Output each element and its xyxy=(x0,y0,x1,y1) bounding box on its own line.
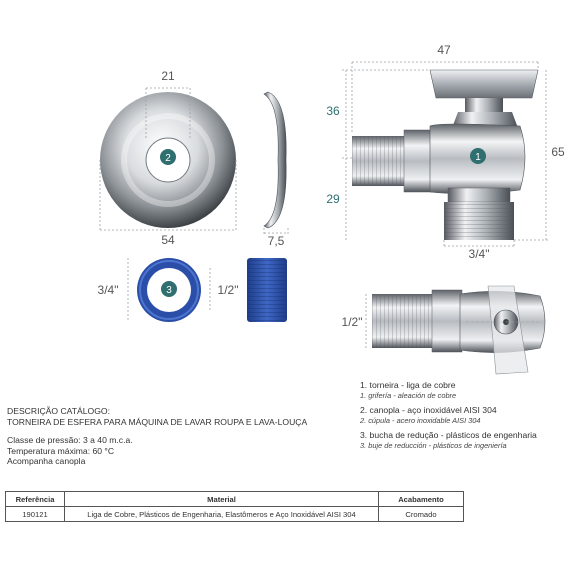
legend-item-1 xyxy=(360,381,560,400)
valve-handle xyxy=(430,70,538,98)
header-finish: Acabamento xyxy=(379,492,464,507)
catalog-description xyxy=(7,406,337,467)
legend-item-2-main: 2. canopla - aço inoxidável AISI 304 xyxy=(360,405,497,416)
dimension-1-2-side-label: 1/2" xyxy=(341,315,363,329)
description-title: DESCRIÇÃO CATÁLOGO: xyxy=(7,406,110,416)
valve-top-view xyxy=(372,286,545,374)
legend-item-3-sub: 3. buje de reducción - plásticos de ingeniería xyxy=(360,440,507,450)
header-reference: Referência xyxy=(6,492,65,507)
legend-item-3-main: 3. bucha de redução - plásticos de engenharia xyxy=(360,430,537,441)
legend-item-3 xyxy=(360,431,560,450)
description-accessory: Acompanha canopla xyxy=(7,456,86,467)
description-subtitle: TORNEIRA DE ESFERA PARA MÁQUINA DE LAVAR ROUPA E LAVA-LOUÇA xyxy=(7,416,308,427)
dimension-47-label: 47 xyxy=(437,43,451,57)
dimension-36-label: 36 xyxy=(326,104,340,118)
parts-legend xyxy=(360,381,560,457)
legend-item-1-sub: 1. grifería - aleación de cobre xyxy=(360,390,457,400)
dimension-7-5-label: 7,5 xyxy=(267,234,285,248)
cell-finish: Cromado xyxy=(379,507,464,522)
description-temperature: Temperatura máxima: 60 °C xyxy=(7,445,115,456)
legend-item-2-sub: 2. cúpula - acero inoxidable AISI 304 xyxy=(360,415,481,425)
escutcheon-side-view xyxy=(264,92,286,228)
callout-1-number: 1 xyxy=(475,152,481,163)
dimension-65-label: 65 xyxy=(551,145,565,159)
spec-table xyxy=(5,491,464,522)
cell-reference: 190121 xyxy=(6,507,65,522)
legend-item-1-main: 1. torneira - liga de cobre xyxy=(360,380,456,390)
legend-item-2 xyxy=(360,406,560,425)
bushing-side-view xyxy=(247,258,287,322)
dimension-1-2-bushing-label: 1/2" xyxy=(217,283,239,297)
dimension-54-label: 54 xyxy=(161,233,175,247)
cell-material: Liga de Cobre, Plásticos de Engenharia, Elastômeros e Aço Inoxidável AISI 304 xyxy=(65,507,379,522)
header-material: Material xyxy=(65,492,379,507)
dimension-3-4-bottom-label: 3/4" xyxy=(468,247,490,261)
bushing-front-view xyxy=(137,258,201,322)
dimension-21-label: 21 xyxy=(161,69,175,83)
valve-front-view xyxy=(352,70,538,240)
table-header-row xyxy=(6,492,464,507)
escutcheon-front-view xyxy=(100,92,236,228)
description-pressure: Classe de pressão: 3 a 40 m.c.a. xyxy=(7,435,133,446)
table-row xyxy=(6,507,464,522)
callout-2-number: 2 xyxy=(165,153,171,164)
dimension-29-label: 29 xyxy=(326,192,340,206)
callout-3-number: 3 xyxy=(166,285,172,296)
dimension-3-4-left-label: 3/4" xyxy=(97,283,119,297)
